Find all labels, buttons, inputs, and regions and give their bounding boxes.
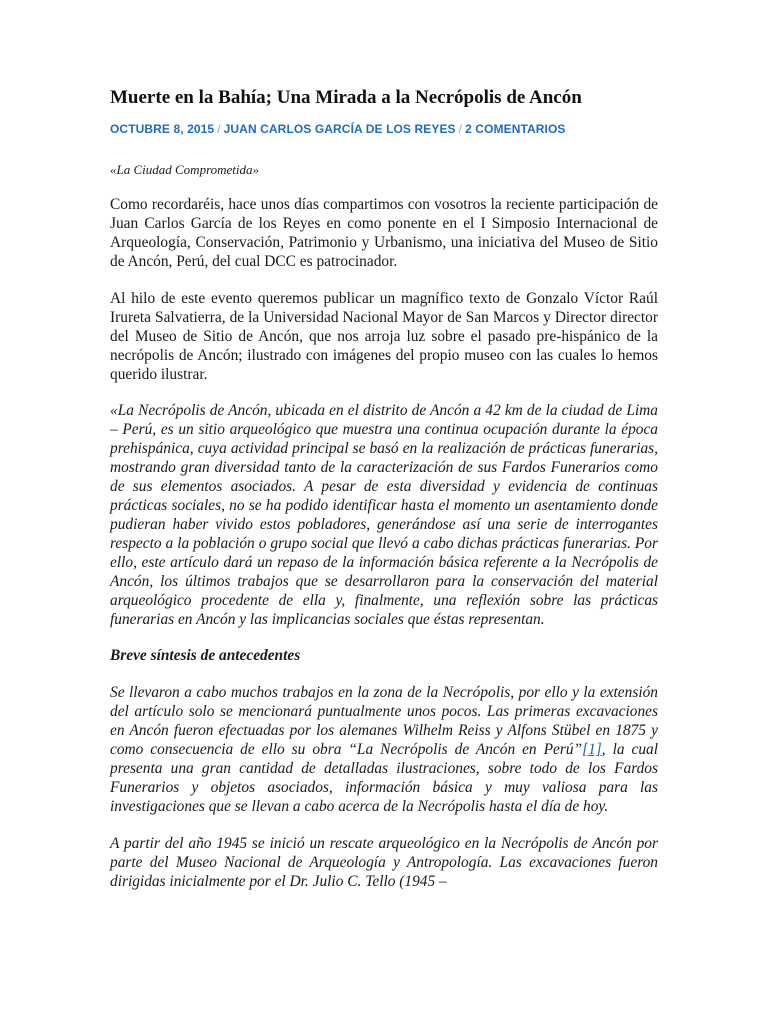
meta-separator: / [217, 122, 221, 136]
context-paragraph: Al hilo de este evento queremos publicar un magnífico texto de Gonzalo Víctor Raúl Irureta Salvatierra, de la Universidad Nacional Mayor de San Marcos y Director director del Museo de Sitio de Ancón, que nos arroja luz sobre el pasado pre-hispánico de la necrópolis de Ancón; ilustrado con imágenes del propio museo con las cuales lo hemos querido ilustrar. [110, 290, 658, 383]
antecedents-text-part1: Se llevaron a cabo muchos trabajos en la zona de la Necrópolis, por ello y la extensión del artículo solo se mencionará puntualmente unos pocos. Las primeras excavaciones en Ancón fueron efectuadas por los alemanes Wilhelm Reiss y Alfons Stübel en 1875 y como consecuencia de ello su obra “La Necrópolis de Ancón en Perú” [110, 684, 658, 758]
rescue-paragraph: A partir del año 1945 se inició un rescate arqueológico en la Necrópolis de Ancón por parte del Museo Nacional de Arqueología y Antropología. Las excavaciones fueron dirigidas inicialmente por el Dr. Julio C. Tello (1945 – [110, 835, 658, 890]
comments-link[interactable]: 2 COMENTARIOS [465, 122, 566, 136]
intro-paragraph: Como recordaréis, hace unos días compartimos con vosotros la reciente participación de Juan Carlos García de los Reyes en como ponente en el I Simposio Internacional de Arqueología, Conservación, Patrimonio y Urbanismo, una iniciativa del Museo de Sitio de Ancón, Perú, del cual DCC es patrocinador. [110, 196, 658, 270]
post-date-link[interactable]: OCTUBRE 8, 2015 [110, 122, 215, 136]
section-heading: Breve síntesis de antecedentes [110, 647, 301, 664]
antecedents-paragraph [110, 683, 658, 816]
footnote-link[interactable]: [1] [582, 741, 602, 758]
tagline: «La Ciudad Comprometida» [110, 162, 260, 177]
article [110, 86, 658, 891]
article-title: Muerte en la Bahía; Una Mirada a la Necrópolis de Ancón [110, 87, 582, 108]
author-link[interactable]: JUAN CARLOS GARCÍA DE LOS REYES [223, 122, 456, 136]
quoted-paragraph: «La Necrópolis de Ancón, ubicada en el distrito de Ancón a 42 km de la ciudad de Lima – Perú, es un sitio arqueológico que muestra una continua ocupación durante la época prehispánica, cuya actividad principal se basó en la realización de prácticas funerarias, mostrando gran diversidad tanto de la caracterización de sus Fardos Funerarios como de sus elementos asociados. A pesar de esta diversidad y evidencia de continuas prácticas sociales, no se ha podido identificar hasta el momento un asentamiento donde pudieran haber vivido estos pobladores, generándose así una serie de interrogantes respecto a la población o grupo social que llevó a cabo dichas prácticas funerarias. Por ello, este artículo dará un repaso de la información básica referente a la Necrópolis de Ancón, los últimos trabajos que se desarrollaron para la conservación del material arqueológico procedente de ella y, finalmente, una reflexión sobre las prácticas funerarias en Ancón y las implicancias sociales que éstas representan. [110, 402, 658, 628]
article-meta [110, 121, 658, 137]
antecedents-text-part2: , la cual presenta una gran cantidad de detalladas ilustraciones, sobre todo de los Fardos Funerarios y objetos asociados, información básica y muy valiosa para las investigaciones que se llevan a cabo acerca de la Necrópolis hasta el día de hoy. [110, 741, 658, 815]
meta-separator: / [458, 122, 463, 136]
